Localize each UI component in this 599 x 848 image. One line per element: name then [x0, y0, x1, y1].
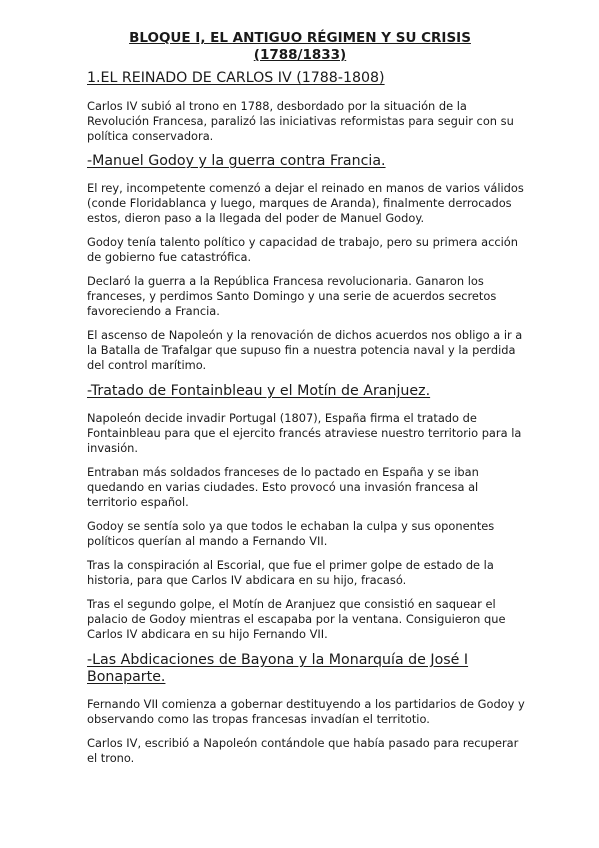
paragraph: Napoleón decide invadir Portugal (1807), España firma el tratado de Fontainbleau para que el ejercito francés atraviese nuestro territorio para la invasión. [87, 411, 522, 455]
document-body [87, 70, 527, 775]
subsection-heading-godoy: -Manuel Godoy y la guerra contra Francia. [87, 153, 386, 169]
title-line-2: (1788/1833) [253, 47, 347, 63]
paragraph: El rey, incompetente comenzó a dejar el reinado en manos de varios válidos (conde Floridablanca y luego, marques de Aranda), finalmente derrocados estos, dieron paso a la llegada del poder de Manuel Godoy. [87, 181, 524, 225]
paragraph: Godoy tenía talento político y capacidad de trabajo, pero su primera acción de gobierno fue catastrófica. [87, 235, 518, 264]
paragraph: El ascenso de Napoleón y la renovación de dichos acuerdos nos obligo a ir a la Batalla de Trafalgar que supuso fin a nuestra potencia naval y la perdida del control marítimo. [87, 328, 523, 372]
document-title [80, 30, 520, 64]
paragraph: Tras la conspiración al Escorial, que fue el primer golpe de estado de la historia, para que Carlos IV abdicara en su hijo, fracasó. [87, 558, 494, 587]
paragraph: Entraban más soldados franceses de lo pactado en España y se iban quedando en varias ciudades. Esto provocó una invasión francesa al territorio español. [87, 465, 479, 509]
paragraph: Tras el segundo golpe, el Motín de Aranjuez que consistió en saquear el palacio de Godoy mientras el escapaba por la ventana. Consiguieron que Carlos IV abdicara en su hijo Fernando VII. [87, 597, 506, 641]
paragraph: Declaró la guerra a la República Francesa revolucionaria. Ganaron los franceses, y perdimos Santo Domingo y una serie de acuerdos secretos favoreciendo a Francia. [87, 274, 497, 318]
subsection-heading-fontainbleau: -Tratado de Fontainbleau y el Motín de Aranjuez. [87, 383, 431, 399]
paragraph: Fernando VII comienza a gobernar destituyendo a los partidarios de Godoy y observando como las tropas francesas invadían el territotio. [87, 697, 525, 726]
section-heading: 1.EL REINADO DE CARLOS IV (1788-1808) [87, 70, 385, 86]
title-line-1: BLOQUE I, EL ANTIGUO RÉGIMEN Y SU CRISIS [129, 30, 471, 46]
paragraph: Carlos IV subió al trono en 1788, desbordado por la situación de la Revolución Francesa, paralizó las iniciativas reformistas para seguir con su política conservadora. [87, 99, 514, 143]
paragraph: Godoy se sentía solo ya que todos le echaban la culpa y sus oponentes políticos querían al mando a Fernando VII. [87, 519, 495, 548]
subsection-heading-bayona: -Las Abdicaciones de Bayona y la Monarquía de José I Bonaparte. [87, 652, 469, 685]
paragraph: Carlos IV, escribió a Napoleón contándole que había pasado para recuperar el trono. [87, 736, 519, 765]
